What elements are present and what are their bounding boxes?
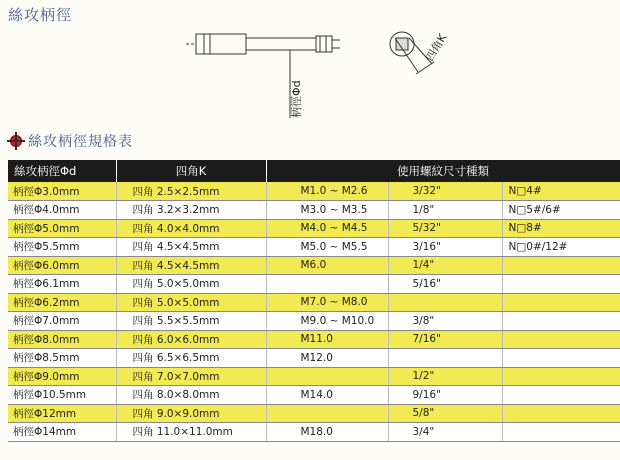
cell-inch-thread: 3/4" xyxy=(388,423,502,442)
cell-metric-thread: M6.0 xyxy=(266,256,388,275)
table-row xyxy=(8,404,620,423)
cell-number-thread: N□4# xyxy=(502,182,620,201)
shank-diameter-label: 柄徑Φd xyxy=(290,80,303,118)
cell-square-size: 四角 4.5×4.5mm xyxy=(116,256,266,275)
cell-shank-diameter: 柄徑Φ6.1mm xyxy=(8,275,116,294)
cell-shank-diameter: 柄徑Φ9.0mm xyxy=(8,367,116,386)
cell-square-size: 四角 9.0×9.0mm xyxy=(116,404,266,423)
cell-inch-thread: 3/16" xyxy=(388,238,502,257)
cell-number-thread xyxy=(502,256,620,275)
cell-number-thread: N□5#/6# xyxy=(502,201,620,220)
crosshair-bullet-icon xyxy=(10,135,22,147)
cell-metric-thread xyxy=(266,367,388,386)
table-body xyxy=(8,182,620,441)
tap-side-view xyxy=(186,34,340,118)
table-row xyxy=(8,238,620,257)
header-thread-types: 使用螺紋尺寸種類 xyxy=(266,160,620,182)
tap-shank-spec-table xyxy=(8,160,620,442)
cell-square-size: 四角 11.0×11.0mm xyxy=(116,423,266,442)
cell-inch-thread: 5/8" xyxy=(388,404,502,423)
cell-number-thread xyxy=(502,367,620,386)
cell-metric-thread xyxy=(266,275,388,294)
cell-shank-diameter: 柄徑Φ7.0mm xyxy=(8,312,116,331)
cell-square-size: 四角 3.2×3.2mm xyxy=(116,201,266,220)
table-row xyxy=(8,201,620,220)
cell-metric-thread: M12.0 xyxy=(266,349,388,368)
cell-shank-diameter: 柄徑Φ5.5mm xyxy=(8,238,116,257)
cell-inch-thread xyxy=(388,293,502,312)
cell-metric-thread: M11.0 xyxy=(266,330,388,349)
square-size-label: 四角K xyxy=(423,31,450,64)
cell-square-size: 四角 6.5×6.5mm xyxy=(116,349,266,368)
cell-metric-thread xyxy=(266,404,388,423)
table-row xyxy=(8,256,620,275)
cell-inch-thread: 5/32" xyxy=(388,219,502,238)
cell-inch-thread: 1/2" xyxy=(388,367,502,386)
cell-metric-thread: M1.0 ~ M2.6 xyxy=(266,182,388,201)
cell-shank-diameter: 柄徑Φ6.2mm xyxy=(8,293,116,312)
cell-inch-thread: 3/32" xyxy=(388,182,502,201)
table-row xyxy=(8,423,620,442)
cell-square-size: 四角 5.0×5.0mm xyxy=(116,293,266,312)
cell-square-size: 四角 6.0×6.0mm xyxy=(116,330,266,349)
table-row xyxy=(8,219,620,238)
cell-metric-thread: M5.0 ~ M5.5 xyxy=(266,238,388,257)
cell-shank-diameter: 柄徑Φ14mm xyxy=(8,423,116,442)
page-heading: 絲攻柄徑 xyxy=(8,6,73,24)
cell-shank-diameter: 柄徑Φ6.0mm xyxy=(8,256,116,275)
table-row xyxy=(8,386,620,405)
cell-number-thread xyxy=(502,386,620,405)
cell-inch-thread: 5/16" xyxy=(388,275,502,294)
cell-square-size: 四角 4.5×4.5mm xyxy=(116,238,266,257)
cell-inch-thread xyxy=(388,349,502,368)
table-row xyxy=(8,275,620,294)
table-row xyxy=(8,367,620,386)
cell-square-size: 四角 5.0×5.0mm xyxy=(116,275,266,294)
cell-metric-thread: M18.0 xyxy=(266,423,388,442)
cell-metric-thread: M14.0 xyxy=(266,386,388,405)
table-row xyxy=(8,349,620,368)
cell-number-thread xyxy=(502,404,620,423)
cell-shank-diameter: 柄徑Φ8.0mm xyxy=(8,330,116,349)
cell-square-size: 四角 2.5×2.5mm xyxy=(116,182,266,201)
cell-inch-thread: 3/8" xyxy=(388,312,502,331)
table-row xyxy=(8,182,620,201)
cell-inch-thread: 9/16" xyxy=(388,386,502,405)
table-row xyxy=(8,293,620,312)
cell-shank-diameter: 柄徑Φ8.5mm xyxy=(8,349,116,368)
cell-shank-diameter: 柄徑Φ5.0mm xyxy=(8,219,116,238)
table-row xyxy=(8,330,620,349)
cell-metric-thread: M9.0 ~ M10.0 xyxy=(266,312,388,331)
cell-shank-diameter: 柄徑Φ4.0mm xyxy=(8,201,116,220)
cell-shank-diameter: 柄徑Φ12mm xyxy=(8,404,116,423)
cell-inch-thread: 7/16" xyxy=(388,330,502,349)
cell-number-thread xyxy=(502,423,620,442)
tap-shank-diagram xyxy=(0,0,620,130)
section-title xyxy=(10,132,133,150)
cell-metric-thread: M3.0 ~ M3.5 xyxy=(266,201,388,220)
cell-number-thread xyxy=(502,330,620,349)
cell-number-thread xyxy=(502,312,620,331)
cell-number-thread xyxy=(502,275,620,294)
cell-metric-thread: M4.0 ~ M4.5 xyxy=(266,219,388,238)
cell-square-size: 四角 7.0×7.0mm xyxy=(116,367,266,386)
cell-number-thread: N□8# xyxy=(502,219,620,238)
cell-shank-diameter: 柄徑Φ10.5mm xyxy=(8,386,116,405)
cell-shank-diameter: 柄徑Φ3.0mm xyxy=(8,182,116,201)
cell-square-size: 四角 8.0×8.0mm xyxy=(116,386,266,405)
cell-metric-thread: M7.0 ~ M8.0 xyxy=(266,293,388,312)
header-square-size: 四角K xyxy=(116,160,266,182)
cell-inch-thread: 1/8" xyxy=(388,201,502,220)
cell-inch-thread: 1/4" xyxy=(388,256,502,275)
cell-square-size: 四角 5.5×5.5mm xyxy=(116,312,266,331)
header-shank-diameter: 絲攻柄徑Φd xyxy=(8,160,116,182)
table-row xyxy=(8,312,620,331)
section-title-text: 絲攻柄徑規格表 xyxy=(28,134,133,150)
cell-number-thread: N□0#/12# xyxy=(502,238,620,257)
table-header-row xyxy=(8,160,620,182)
cell-number-thread xyxy=(502,349,620,368)
cell-number-thread xyxy=(502,293,620,312)
cell-square-size: 四角 4.0×4.0mm xyxy=(116,219,266,238)
